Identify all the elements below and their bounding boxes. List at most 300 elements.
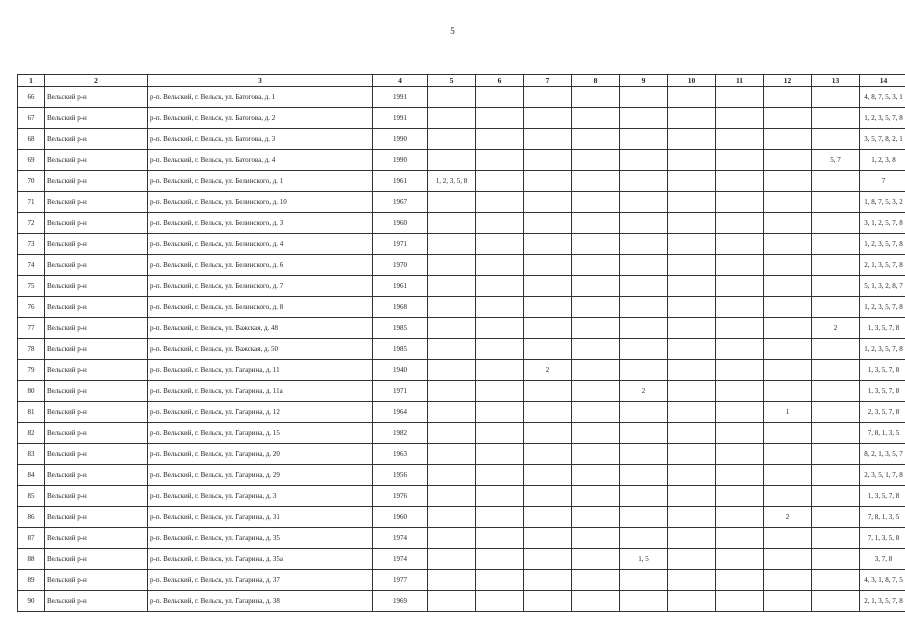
col5-cell [428,297,476,318]
col8-cell [572,528,620,549]
table-row [18,423,905,444]
col14-cell: 1, 3, 5, 7, 8 [860,360,905,381]
col14-cell: 4, 8, 7, 5, 3, 1 [860,87,905,108]
col13-cell [812,549,860,570]
col12-cell [764,87,812,108]
col5-cell [428,318,476,339]
col11-cell [716,402,764,423]
address-cell: р-п. Вельский, г. Вельск, ул. Гагарина, д. 12 [148,402,373,423]
col7-cell [524,150,572,171]
col7-cell [524,108,572,129]
column-header: 2 [45,75,148,87]
col5-cell [428,129,476,150]
year-cell: 1961 [373,171,428,192]
col13-cell [812,591,860,612]
col9-cell [620,339,668,360]
col13-cell [812,402,860,423]
col6-cell [476,528,524,549]
col10-cell [668,276,716,297]
col7-cell [524,276,572,297]
table-row [18,108,905,129]
table-row [18,360,905,381]
district-cell: Вельский р-н [45,444,148,465]
address-cell: р-п. Вельский, г. Вельск, ул. Белинского, д. 4 [148,234,373,255]
col5-cell [428,444,476,465]
district-cell: Вельский р-н [45,528,148,549]
col13-cell [812,339,860,360]
col6-cell [476,318,524,339]
col13-cell [812,507,860,528]
col13-cell [812,171,860,192]
col9-cell [620,507,668,528]
year-cell: 1960 [373,213,428,234]
address-cell: р-п. Вельский, г. Вельск, ул. Гагарина, д. 31 [148,507,373,528]
district-cell: Вельский р-н [45,213,148,234]
col7-cell [524,402,572,423]
col14-cell: 3, 1, 2, 5, 7, 8 [860,213,905,234]
col12-cell [764,108,812,129]
col6-cell [476,213,524,234]
year-cell: 1985 [373,318,428,339]
col5-cell [428,108,476,129]
col7-cell [524,381,572,402]
table-row [18,318,905,339]
col12-cell [764,549,812,570]
col9-cell [620,234,668,255]
col11-cell [716,276,764,297]
col14-cell: 5, 1, 3, 2, 8, 7 [860,276,905,297]
district-cell: Вельский р-н [45,276,148,297]
col8-cell [572,486,620,507]
col13-cell: 2 [812,318,860,339]
col13-cell [812,486,860,507]
col6-cell [476,234,524,255]
address-cell: р-п. Вельский, г. Вельск, ул. Батогова, д. 2 [148,108,373,129]
row-number-cell: 84 [18,465,45,486]
col10-cell [668,591,716,612]
col6-cell [476,465,524,486]
column-header: 6 [476,75,524,87]
col5-cell [428,192,476,213]
table-header [18,75,905,87]
col10-cell [668,402,716,423]
row-number-cell: 87 [18,528,45,549]
col9-cell [620,465,668,486]
col8-cell [572,570,620,591]
col12-cell [764,318,812,339]
district-cell: Вельский р-н [45,87,148,108]
year-cell: 1990 [373,150,428,171]
col7-cell [524,318,572,339]
table-row [18,171,905,192]
address-cell: р-п. Вельский, г. Вельск, ул. Батогова, д. 3 [148,129,373,150]
col7-cell [524,297,572,318]
col9-cell [620,318,668,339]
col10-cell [668,360,716,381]
col11-cell [716,549,764,570]
col13-cell [812,465,860,486]
col12-cell [764,591,812,612]
col6-cell [476,507,524,528]
col10-cell [668,570,716,591]
col13-cell [812,444,860,465]
col6-cell [476,192,524,213]
year-cell: 1968 [373,297,428,318]
table-row [18,549,905,570]
col12-cell [764,171,812,192]
table-row [18,465,905,486]
col9-cell [620,423,668,444]
col5-cell [428,360,476,381]
col6-cell [476,381,524,402]
row-number-cell: 77 [18,318,45,339]
column-header: 11 [716,75,764,87]
col6-cell [476,360,524,381]
col5-cell [428,87,476,108]
col8-cell [572,108,620,129]
header-row [18,75,905,87]
column-header: 14 [860,75,905,87]
col13-cell [812,192,860,213]
col8-cell [572,276,620,297]
col9-cell [620,192,668,213]
col11-cell [716,339,764,360]
address-cell: р-п. Вельский, г. Вельск, ул. Гагарина, д. 35 [148,528,373,549]
col12-cell [764,570,812,591]
address-cell: р-п. Вельский, г. Вельск, ул. Гагарина, д. 11 [148,360,373,381]
col8-cell [572,87,620,108]
col8-cell [572,360,620,381]
col14-cell: 1, 2, 3, 5, 7, 8 [860,339,905,360]
col7-cell [524,255,572,276]
row-number-cell: 69 [18,150,45,171]
district-cell: Вельский р-н [45,381,148,402]
col8-cell [572,507,620,528]
col7-cell [524,486,572,507]
col5-cell [428,150,476,171]
col9-cell [620,213,668,234]
col9-cell [620,255,668,276]
district-cell: Вельский р-н [45,402,148,423]
row-number-cell: 70 [18,171,45,192]
column-header: 5 [428,75,476,87]
table-row [18,255,905,276]
district-cell: Вельский р-н [45,171,148,192]
row-number-cell: 73 [18,234,45,255]
col6-cell [476,402,524,423]
year-cell: 1940 [373,360,428,381]
year-cell: 1982 [373,423,428,444]
col13-cell [812,528,860,549]
col12-cell [764,339,812,360]
col8-cell [572,171,620,192]
district-cell: Вельский р-н [45,192,148,213]
table-row [18,192,905,213]
year-cell: 1974 [373,528,428,549]
col12-cell [764,381,812,402]
table-row [18,213,905,234]
col11-cell [716,150,764,171]
row-number-cell: 68 [18,129,45,150]
col8-cell [572,192,620,213]
col10-cell [668,108,716,129]
col12-cell [764,297,812,318]
col7-cell [524,339,572,360]
table-row [18,591,905,612]
col14-cell: 7, 8, 1, 3, 5 [860,507,905,528]
col5-cell [428,339,476,360]
table-row [18,402,905,423]
col12-cell [764,486,812,507]
address-cell: р-п. Вельский, г. Вельск, ул. Гагарина, д. 3 [148,486,373,507]
year-cell: 1969 [373,591,428,612]
column-header: 9 [620,75,668,87]
col12-cell [764,192,812,213]
col9-cell [620,129,668,150]
register-table [17,74,905,612]
row-number-cell: 85 [18,486,45,507]
col10-cell [668,465,716,486]
col7-cell [524,570,572,591]
district-cell: Вельский р-н [45,423,148,444]
col13-cell [812,423,860,444]
col6-cell [476,255,524,276]
col9-cell: 2 [620,381,668,402]
col14-cell: 2, 1, 3, 5, 7, 8 [860,591,905,612]
col13-cell [812,213,860,234]
col12-cell: 1 [764,402,812,423]
year-cell: 1991 [373,87,428,108]
col14-cell: 8, 2, 1, 3, 5, 7 [860,444,905,465]
col14-cell: 7, 1, 3, 5, 8 [860,528,905,549]
col10-cell [668,318,716,339]
col6-cell [476,129,524,150]
col11-cell [716,444,764,465]
address-cell: р-п. Вельский, г. Вельск, ул. Важская, д. 50 [148,339,373,360]
col8-cell [572,591,620,612]
col5-cell [428,507,476,528]
col11-cell [716,570,764,591]
col11-cell [716,381,764,402]
col7-cell: 2 [524,360,572,381]
col11-cell [716,297,764,318]
table-row [18,150,905,171]
column-header: 3 [148,75,373,87]
address-cell: р-п. Вельский, г. Вельск, ул. Гагарина, д. 11а [148,381,373,402]
col8-cell [572,234,620,255]
col13-cell [812,129,860,150]
column-header: 13 [812,75,860,87]
col7-cell [524,549,572,570]
year-cell: 1963 [373,444,428,465]
table-row [18,339,905,360]
district-cell: Вельский р-н [45,234,148,255]
year-cell: 1961 [373,276,428,297]
table-row [18,234,905,255]
col14-cell: 2, 3, 5, 1, 7, 8 [860,465,905,486]
row-number-cell: 72 [18,213,45,234]
col11-cell [716,87,764,108]
col12-cell [764,234,812,255]
col9-cell [620,444,668,465]
row-number-cell: 75 [18,276,45,297]
row-number-cell: 71 [18,192,45,213]
col12-cell [764,213,812,234]
col10-cell [668,528,716,549]
col5-cell [428,402,476,423]
district-cell: Вельский р-н [45,465,148,486]
col11-cell [716,360,764,381]
table-row [18,129,905,150]
col8-cell [572,297,620,318]
address-cell: р-п. Вельский, г. Вельск, ул. Белинского, д. 1 [148,171,373,192]
row-number-cell: 80 [18,381,45,402]
column-header: 10 [668,75,716,87]
col11-cell [716,192,764,213]
district-cell: Вельский р-н [45,486,148,507]
address-cell: р-п. Вельский, г. Вельск, ул. Гагарина, д. 35а [148,549,373,570]
col12-cell [764,255,812,276]
col11-cell [716,234,764,255]
district-cell: Вельский р-н [45,297,148,318]
row-number-cell: 90 [18,591,45,612]
year-cell: 1985 [373,339,428,360]
row-number-cell: 81 [18,402,45,423]
address-cell: р-п. Вельский, г. Вельск, ул. Белинского, д. 8 [148,297,373,318]
district-cell: Вельский р-н [45,360,148,381]
row-number-cell: 82 [18,423,45,444]
col13-cell [812,87,860,108]
col10-cell [668,339,716,360]
col8-cell [572,150,620,171]
col5-cell [428,423,476,444]
year-cell: 1967 [373,192,428,213]
col14-cell: 1, 2, 3, 5, 7, 8 [860,108,905,129]
col10-cell [668,192,716,213]
district-cell: Вельский р-н [45,507,148,528]
col9-cell: 1, 5 [620,549,668,570]
col6-cell [476,339,524,360]
col10-cell [668,381,716,402]
col5-cell [428,570,476,591]
table-row [18,444,905,465]
col12-cell [764,423,812,444]
address-cell: р-п. Вельский, г. Вельск, ул. Гагарина, д. 38 [148,591,373,612]
address-cell: р-п. Вельский, г. Вельск, ул. Важская, д. 48 [148,318,373,339]
col11-cell [716,213,764,234]
district-cell: Вельский р-н [45,255,148,276]
col7-cell [524,171,572,192]
year-cell: 1991 [373,108,428,129]
col13-cell [812,234,860,255]
col10-cell [668,255,716,276]
col7-cell [524,444,572,465]
row-number-cell: 88 [18,549,45,570]
col10-cell [668,213,716,234]
address-cell: р-п. Вельский, г. Вельск, ул. Батогова, д. 4 [148,150,373,171]
col10-cell [668,507,716,528]
col5-cell [428,528,476,549]
column-header: 1 [18,75,45,87]
address-cell: р-п. Вельский, г. Вельск, ул. Белинского, д. 6 [148,255,373,276]
district-cell: Вельский р-н [45,549,148,570]
column-header: 8 [572,75,620,87]
col6-cell [476,423,524,444]
col5-cell [428,255,476,276]
column-header: 4 [373,75,428,87]
table-row [18,297,905,318]
row-number-cell: 66 [18,87,45,108]
col6-cell [476,591,524,612]
col14-cell: 3, 5, 7, 8, 2, 1 [860,129,905,150]
col14-cell: 4, 3, 1, 8, 7, 5 [860,570,905,591]
col11-cell [716,486,764,507]
col9-cell [620,297,668,318]
year-cell: 1964 [373,402,428,423]
row-number-cell: 67 [18,108,45,129]
address-cell: р-п. Вельский, г. Вельск, ул. Белинского, д. 7 [148,276,373,297]
col11-cell [716,108,764,129]
col9-cell [620,570,668,591]
col10-cell [668,297,716,318]
col12-cell: 2 [764,507,812,528]
col10-cell [668,486,716,507]
col6-cell [476,87,524,108]
col9-cell [620,591,668,612]
col5-cell [428,234,476,255]
col11-cell [716,318,764,339]
district-cell: Вельский р-н [45,150,148,171]
year-cell: 1956 [373,465,428,486]
col7-cell [524,87,572,108]
col14-cell: 1, 2, 3, 8 [860,150,905,171]
table-row [18,486,905,507]
col14-cell: 1, 2, 3, 5, 7, 8 [860,297,905,318]
col9-cell [620,150,668,171]
col8-cell [572,423,620,444]
col9-cell [620,402,668,423]
col7-cell [524,465,572,486]
col13-cell [812,276,860,297]
col8-cell [572,381,620,402]
table-body [18,87,905,612]
col13-cell [812,381,860,402]
col13-cell [812,360,860,381]
col13-cell [812,255,860,276]
col6-cell [476,171,524,192]
address-cell: р-п. Вельский, г. Вельск, ул. Гагарина, д. 20 [148,444,373,465]
col5-cell [428,549,476,570]
row-number-cell: 89 [18,570,45,591]
col5-cell [428,381,476,402]
year-cell: 1977 [373,570,428,591]
col12-cell [764,150,812,171]
address-cell: р-п. Вельский, г. Вельск, ул. Гагарина, д. 15 [148,423,373,444]
col11-cell [716,465,764,486]
address-cell: р-п. Вельский, г. Вельск, ул. Белинского, д. 3 [148,213,373,234]
col9-cell [620,108,668,129]
col8-cell [572,213,620,234]
col10-cell [668,549,716,570]
year-cell: 1976 [373,486,428,507]
col9-cell [620,486,668,507]
col14-cell: 7 [860,171,905,192]
address-cell: р-п. Вельский, г. Вельск, ул. Гагарина, д. 29 [148,465,373,486]
col7-cell [524,423,572,444]
col10-cell [668,444,716,465]
col5-cell [428,591,476,612]
col9-cell [620,171,668,192]
